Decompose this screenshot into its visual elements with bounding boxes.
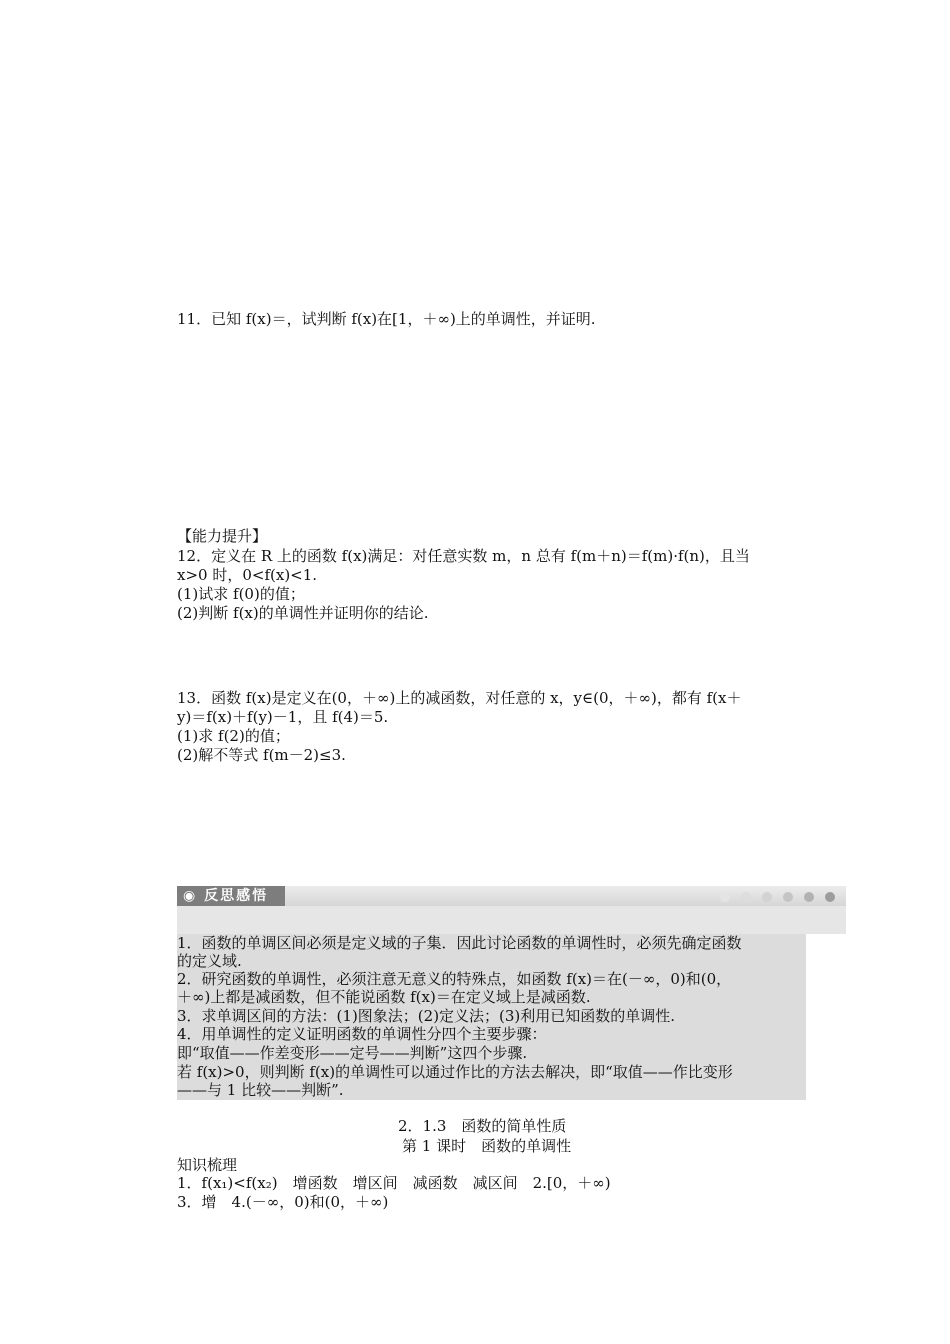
reflection-spacer	[177, 906, 846, 934]
reflection-line-5: 3．求单调区间的方法：(1)图象法；(2)定义法；(3)利用已知函数的单调性.	[177, 1007, 676, 1025]
question-12-part-1: (1)试求 f(0)的值；	[177, 585, 305, 603]
decor-dot	[783, 892, 793, 902]
reflection-line-9: ——与 1 比较——判断”.	[177, 1081, 344, 1099]
section-ability-heading: 【能力提升】	[177, 527, 268, 545]
question-11: 11．已知 f(x)＝，试判断 f(x)在[1，＋∞)上的单调性，并证明.	[177, 310, 596, 328]
question-13-line-2: y)＝f(x)＋f(y)－1，且 f(4)＝5.	[177, 708, 389, 726]
decor-dot	[720, 892, 730, 902]
reflection-line-6: 4．用单调性的定义证明函数的单调性分四个主要步骤：	[177, 1025, 547, 1043]
question-12-line-2: x>0 时，0<f(x)<1.	[177, 566, 318, 584]
decor-dot	[762, 892, 772, 902]
reflection-line-3: 2．研究函数的单调性，必须注意无意义的特殊点，如函数 f(x)＝在(－∞，0)和(0，	[177, 970, 732, 988]
answer-heading: 2．1.3 函数的简单性质	[398, 1117, 567, 1135]
question-12-line-1: 12．定义在 R 上的函数 f(x)满足：对任意实数 m，n 总有 f(m＋n)＝f(m)·f(n)，且当	[177, 547, 750, 565]
reflection-line-4: ＋∞)上都是减函数，但不能说函数 f(x)＝在定义域上是减函数.	[177, 988, 591, 1006]
decor-dot	[804, 892, 814, 902]
reflection-line-2: 的定义域.	[177, 952, 242, 970]
reflection-title: ◉ 反思感悟	[177, 886, 285, 906]
answer-section-label: 知识梳理	[177, 1156, 238, 1174]
reflection-line-1: 1．函数的单调区间必须是定义域的子集．因此讨论函数的单调性时，必须先确定函数	[177, 934, 742, 952]
answer-subheading: 第 1 课时 函数的单调性	[402, 1137, 572, 1155]
decor-dot	[741, 892, 751, 902]
answer-line-2: 3．增 4.(－∞，0)和(0，＋∞)	[177, 1193, 389, 1211]
question-13-part-1: (1)求 f(2)的值；	[177, 727, 290, 745]
reflection-line-8: 若 f(x)>0，则判断 f(x)的单调性可以通过作比的方法去解决，即“取值——作比变形	[177, 1063, 733, 1081]
decor-dot	[825, 892, 835, 902]
question-13-line-1: 13．函数 f(x)是定义在(0，＋∞)上的减函数，对任意的 x，y∈(0，＋∞)，都有 f(x＋	[177, 689, 742, 707]
answer-line-1: 1．f(x₁)<f(x₂) 增函数 增区间 减函数 减区间 2.[0，＋∞)	[177, 1174, 611, 1192]
reflection-line-7: 即“取值——作差变形——定号——判断”这四个步骤.	[177, 1044, 528, 1062]
question-13-part-2: (2)解不等式 f(m－2)≤3.	[177, 746, 346, 764]
question-12-part-2: (2)判断 f(x)的单调性并证明你的结论.	[177, 604, 429, 622]
